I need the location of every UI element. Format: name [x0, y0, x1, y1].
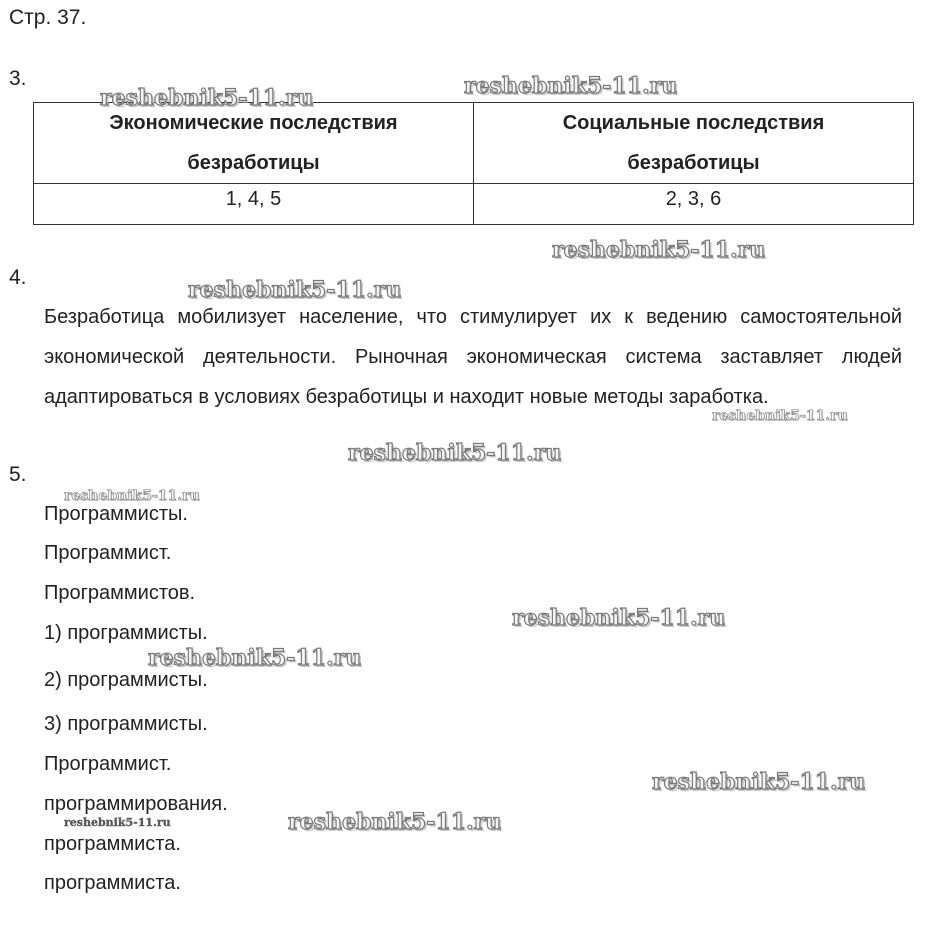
watermark: reshebnik5-11.ru — [464, 73, 678, 99]
answer-line: 2) программисты. — [44, 669, 208, 691]
header-economic-line2: безработицы — [187, 152, 320, 174]
header-economic-line1: Экономические последствия — [109, 112, 398, 134]
answer-line: 3) программисты. — [44, 713, 208, 735]
watermark: reshebnik5-11.ru — [712, 408, 848, 424]
task-5-number: 5. — [9, 463, 27, 486]
header-social-line1: Социальные последствия — [562, 112, 825, 134]
page-heading: Стр. 37. — [9, 6, 87, 29]
header-social — [474, 103, 914, 184]
answer-line: программирования. — [44, 793, 228, 815]
answer-line: Программисты. — [44, 503, 188, 525]
answer-line: Программист. — [44, 542, 172, 564]
answer-line: программиста. — [44, 872, 181, 894]
watermark: reshebnik5-11.ru — [100, 85, 314, 111]
watermark: reshebnik5-11.ru — [288, 809, 502, 835]
task-3-number: 3. — [9, 67, 27, 90]
answer-line: Программист. — [44, 753, 172, 775]
watermark: reshebnik5-11.ru — [348, 440, 562, 466]
header-social-line2: безработицы — [627, 152, 760, 174]
watermark: reshebnik5-11.ru — [64, 488, 200, 504]
cell-social-values: 2, 3, 6 — [474, 184, 914, 225]
watermark: reshebnik5-11.ru — [652, 769, 866, 795]
consequences-table — [33, 102, 914, 225]
watermark: reshebnik5-11.ru — [188, 277, 402, 303]
task-4-answer: Безработица мобилизует население, что стимулирует их к ведению самостоятельной экономической деятельности. Рыночная экономическая система заставляет людей адаптироваться в условиях безработицы и находит новые методы заработка. — [44, 306, 902, 408]
answer-line: программиста. — [44, 833, 181, 855]
watermark: reshebnik5-11.ru — [64, 816, 171, 829]
watermark: reshebnik5-11.ru — [512, 605, 726, 631]
answer-line: 1) программисты. — [44, 622, 208, 644]
cell-economic-values: 1, 4, 5 — [34, 184, 474, 225]
task-4-number: 4. — [9, 266, 27, 289]
table-row — [34, 184, 914, 225]
header-economic — [34, 103, 474, 184]
answer-line: Программистов. — [44, 582, 196, 604]
table-header-row — [34, 103, 914, 184]
watermark: reshebnik5-11.ru — [552, 237, 766, 263]
watermark: reshebnik5-11.ru — [148, 645, 362, 671]
